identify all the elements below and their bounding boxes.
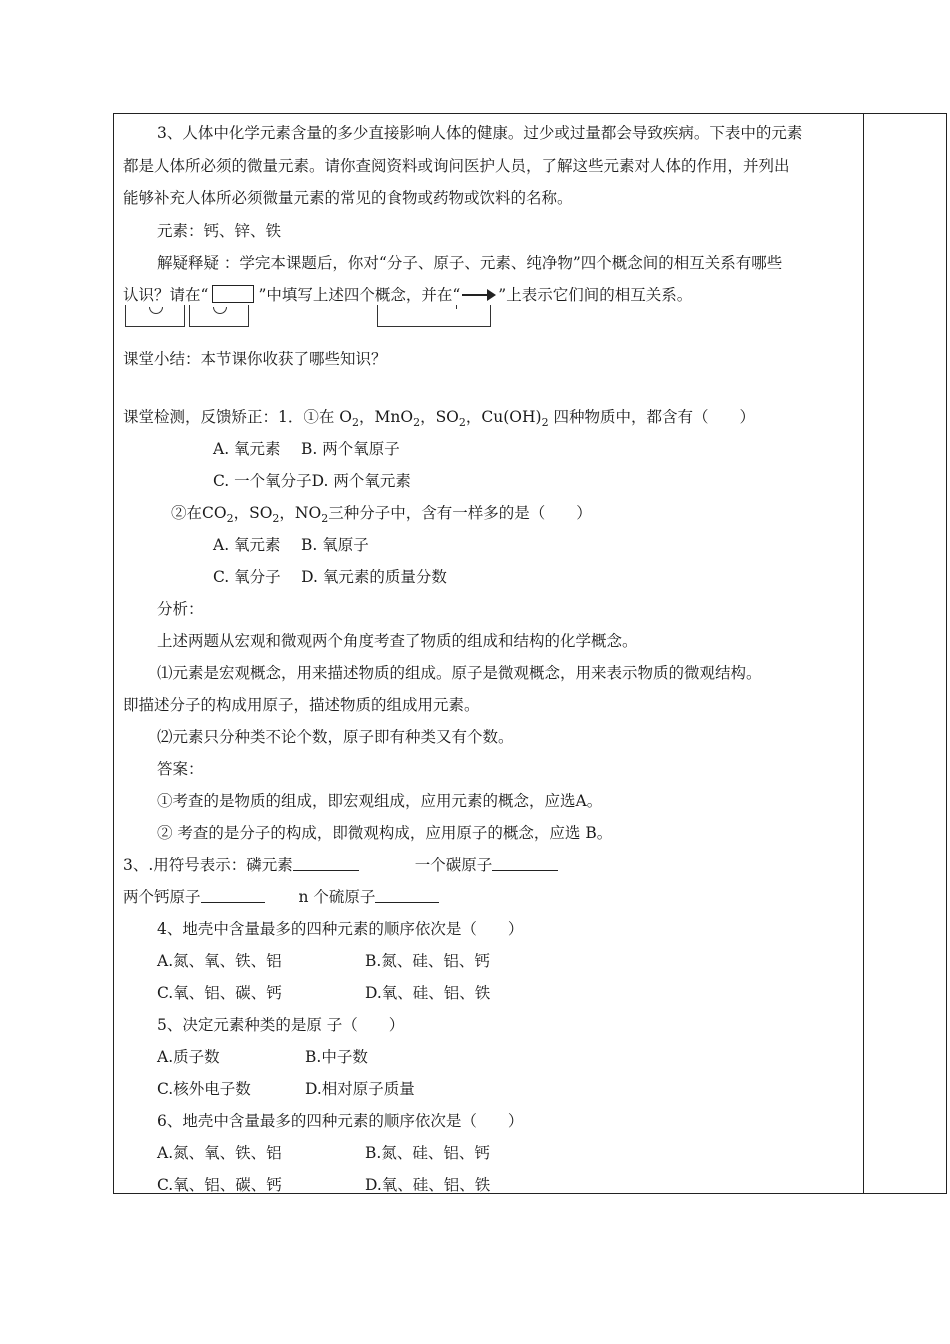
- option-c: C.氧、铝、碳、钙: [157, 984, 282, 1002]
- q1-text: 课堂检测，反馈矫正：1．①在 O: [123, 408, 352, 426]
- q1-text: ，SO: [420, 408, 459, 426]
- answer-blank[interactable]: [492, 856, 558, 871]
- option-d: D.氧、硅、铝、铁: [365, 1176, 491, 1194]
- para-line: 3、人体中化学元素含量的多少直接影响人体的健康。过少或过量都会导致疾病。下表中的元素: [157, 124, 803, 142]
- symbol-prompt: 两个钙原子: [123, 888, 201, 906]
- option-c: C.核外电子数: [157, 1080, 251, 1098]
- answer-line: ② 考查的是分子的构成，即微观构成，应用原子的概念，应选 B。: [157, 824, 613, 842]
- option-d: D.氧、硅、铝、铁: [365, 984, 491, 1002]
- answer-line: ①考查的是物质的组成，即宏观组成，应用元素的概念，应选A。: [157, 792, 603, 810]
- para-line: 都是人体所必须的微量元素。请你查阅资料或询问医护人员，了解这些元素对人体的作用，并列出: [123, 157, 790, 175]
- subscript: 2: [321, 512, 329, 525]
- option-line: A. 氧元素 B. 氧原子: [213, 536, 369, 554]
- analysis-line: ⑵元素只分种类不论个数，原子即有种类又有个数。: [157, 728, 514, 746]
- para-line: 能够补充人体所必须微量元素的常见的食物或药物或饮料的名称。: [123, 189, 573, 207]
- subscript: 2: [272, 512, 280, 525]
- q2-text: ，NO: [279, 504, 322, 522]
- answer-blank[interactable]: [293, 856, 359, 871]
- option-b: B.氮、硅、铝、钙: [365, 1144, 490, 1162]
- q2-text: 三种分子中，含有一样多的是（ ）: [328, 504, 592, 522]
- q1-text: ，MnO: [359, 408, 414, 426]
- answer-label: 答案：: [157, 760, 204, 778]
- instruction-text: ”中填写上述四个概念，并在“: [258, 286, 461, 304]
- q2-text: ②在CO: [171, 504, 227, 522]
- option-line: C. 一个氧分子D. 两个氧元素: [213, 472, 411, 490]
- instruction-line: [123, 285, 692, 305]
- analysis-line: 上述两题从宏观和微观两个角度考查了物质的组成和结构的化学概念。: [157, 632, 638, 650]
- subscript: 2: [541, 416, 549, 429]
- column-divider: [863, 113, 864, 1194]
- subscript: 2: [226, 512, 234, 525]
- option-a: A.氮、氧、铁、铝: [157, 952, 282, 970]
- question-4: 4、地壳中含量最多的四种元素的顺序依次是（ ）: [157, 920, 524, 938]
- option-b: B.氮、硅、铝、钙: [365, 952, 490, 970]
- subscript: 2: [352, 416, 359, 429]
- question-2: [171, 503, 592, 523]
- question-5: 5、决定元素种类的是原 子（ ）: [157, 1016, 405, 1034]
- symbol-prompt: n 个硫原子: [298, 888, 376, 906]
- question-6: 6、地壳中含量最多的四种元素的顺序依次是（ ）: [157, 1112, 524, 1130]
- main-cell: [113, 113, 863, 1194]
- q2-text: ，SO: [233, 504, 273, 522]
- option-b: B.中子数: [305, 1048, 368, 1066]
- instruction-text: 认识？请在“: [123, 286, 209, 304]
- option-line: C. 氧分子 D. 氧元素的质量分数: [213, 568, 447, 586]
- option-a: A.质子数: [157, 1048, 220, 1066]
- subscript: 2: [413, 416, 421, 429]
- instruction-text: ”上表示它们间的相互关系。: [498, 286, 693, 304]
- para-line: 解疑释疑 ：学完本课题后，你对“分子、原子、元素、纯净物”四个概念间的相互关系有哪些: [157, 254, 783, 272]
- analysis-line: 即描述分子的构成用原子，描述物质的组成用元素。: [123, 696, 480, 714]
- answer-blank[interactable]: [375, 888, 439, 903]
- elements-line: 元素：钙、锌、铁: [157, 222, 282, 240]
- diagram-box-fragment: [189, 305, 249, 327]
- q1-text: ，Cu(OH): [465, 408, 542, 426]
- question-1: [123, 407, 755, 427]
- symbol-question: [123, 855, 558, 875]
- symbol-prompt: 一个碳原子: [414, 856, 493, 874]
- summary-line: 课堂小结：本节课你收获了哪些知识？: [123, 350, 387, 368]
- blank-box-icon: [212, 285, 254, 303]
- option-d: D.相对原子质量: [305, 1080, 415, 1098]
- option-line: A. 氧元素 B. 两个氧原子: [213, 440, 400, 458]
- subscript: 2: [458, 416, 466, 429]
- arrow-icon: [462, 289, 496, 301]
- symbol-prompt: 3、.用符号表示：磷元素: [123, 856, 293, 874]
- analysis-line: ⑴元素是宏观概念，用来描述物质的组成。原子是微观概念，用来表示物质的微观结构。: [157, 664, 762, 682]
- analysis-label: 分析：: [157, 600, 204, 618]
- diagram-box-fragment: [125, 305, 185, 327]
- diagram-box-fragment: [377, 305, 491, 327]
- answer-blank[interactable]: [201, 888, 265, 903]
- option-a: A.氮、氧、铁、铝: [157, 1144, 282, 1162]
- option-c: C.氧、铝、碳、钙: [157, 1176, 282, 1194]
- symbol-question: [123, 887, 439, 907]
- q1-text: 四种物质中，都含有（ ）: [548, 408, 755, 426]
